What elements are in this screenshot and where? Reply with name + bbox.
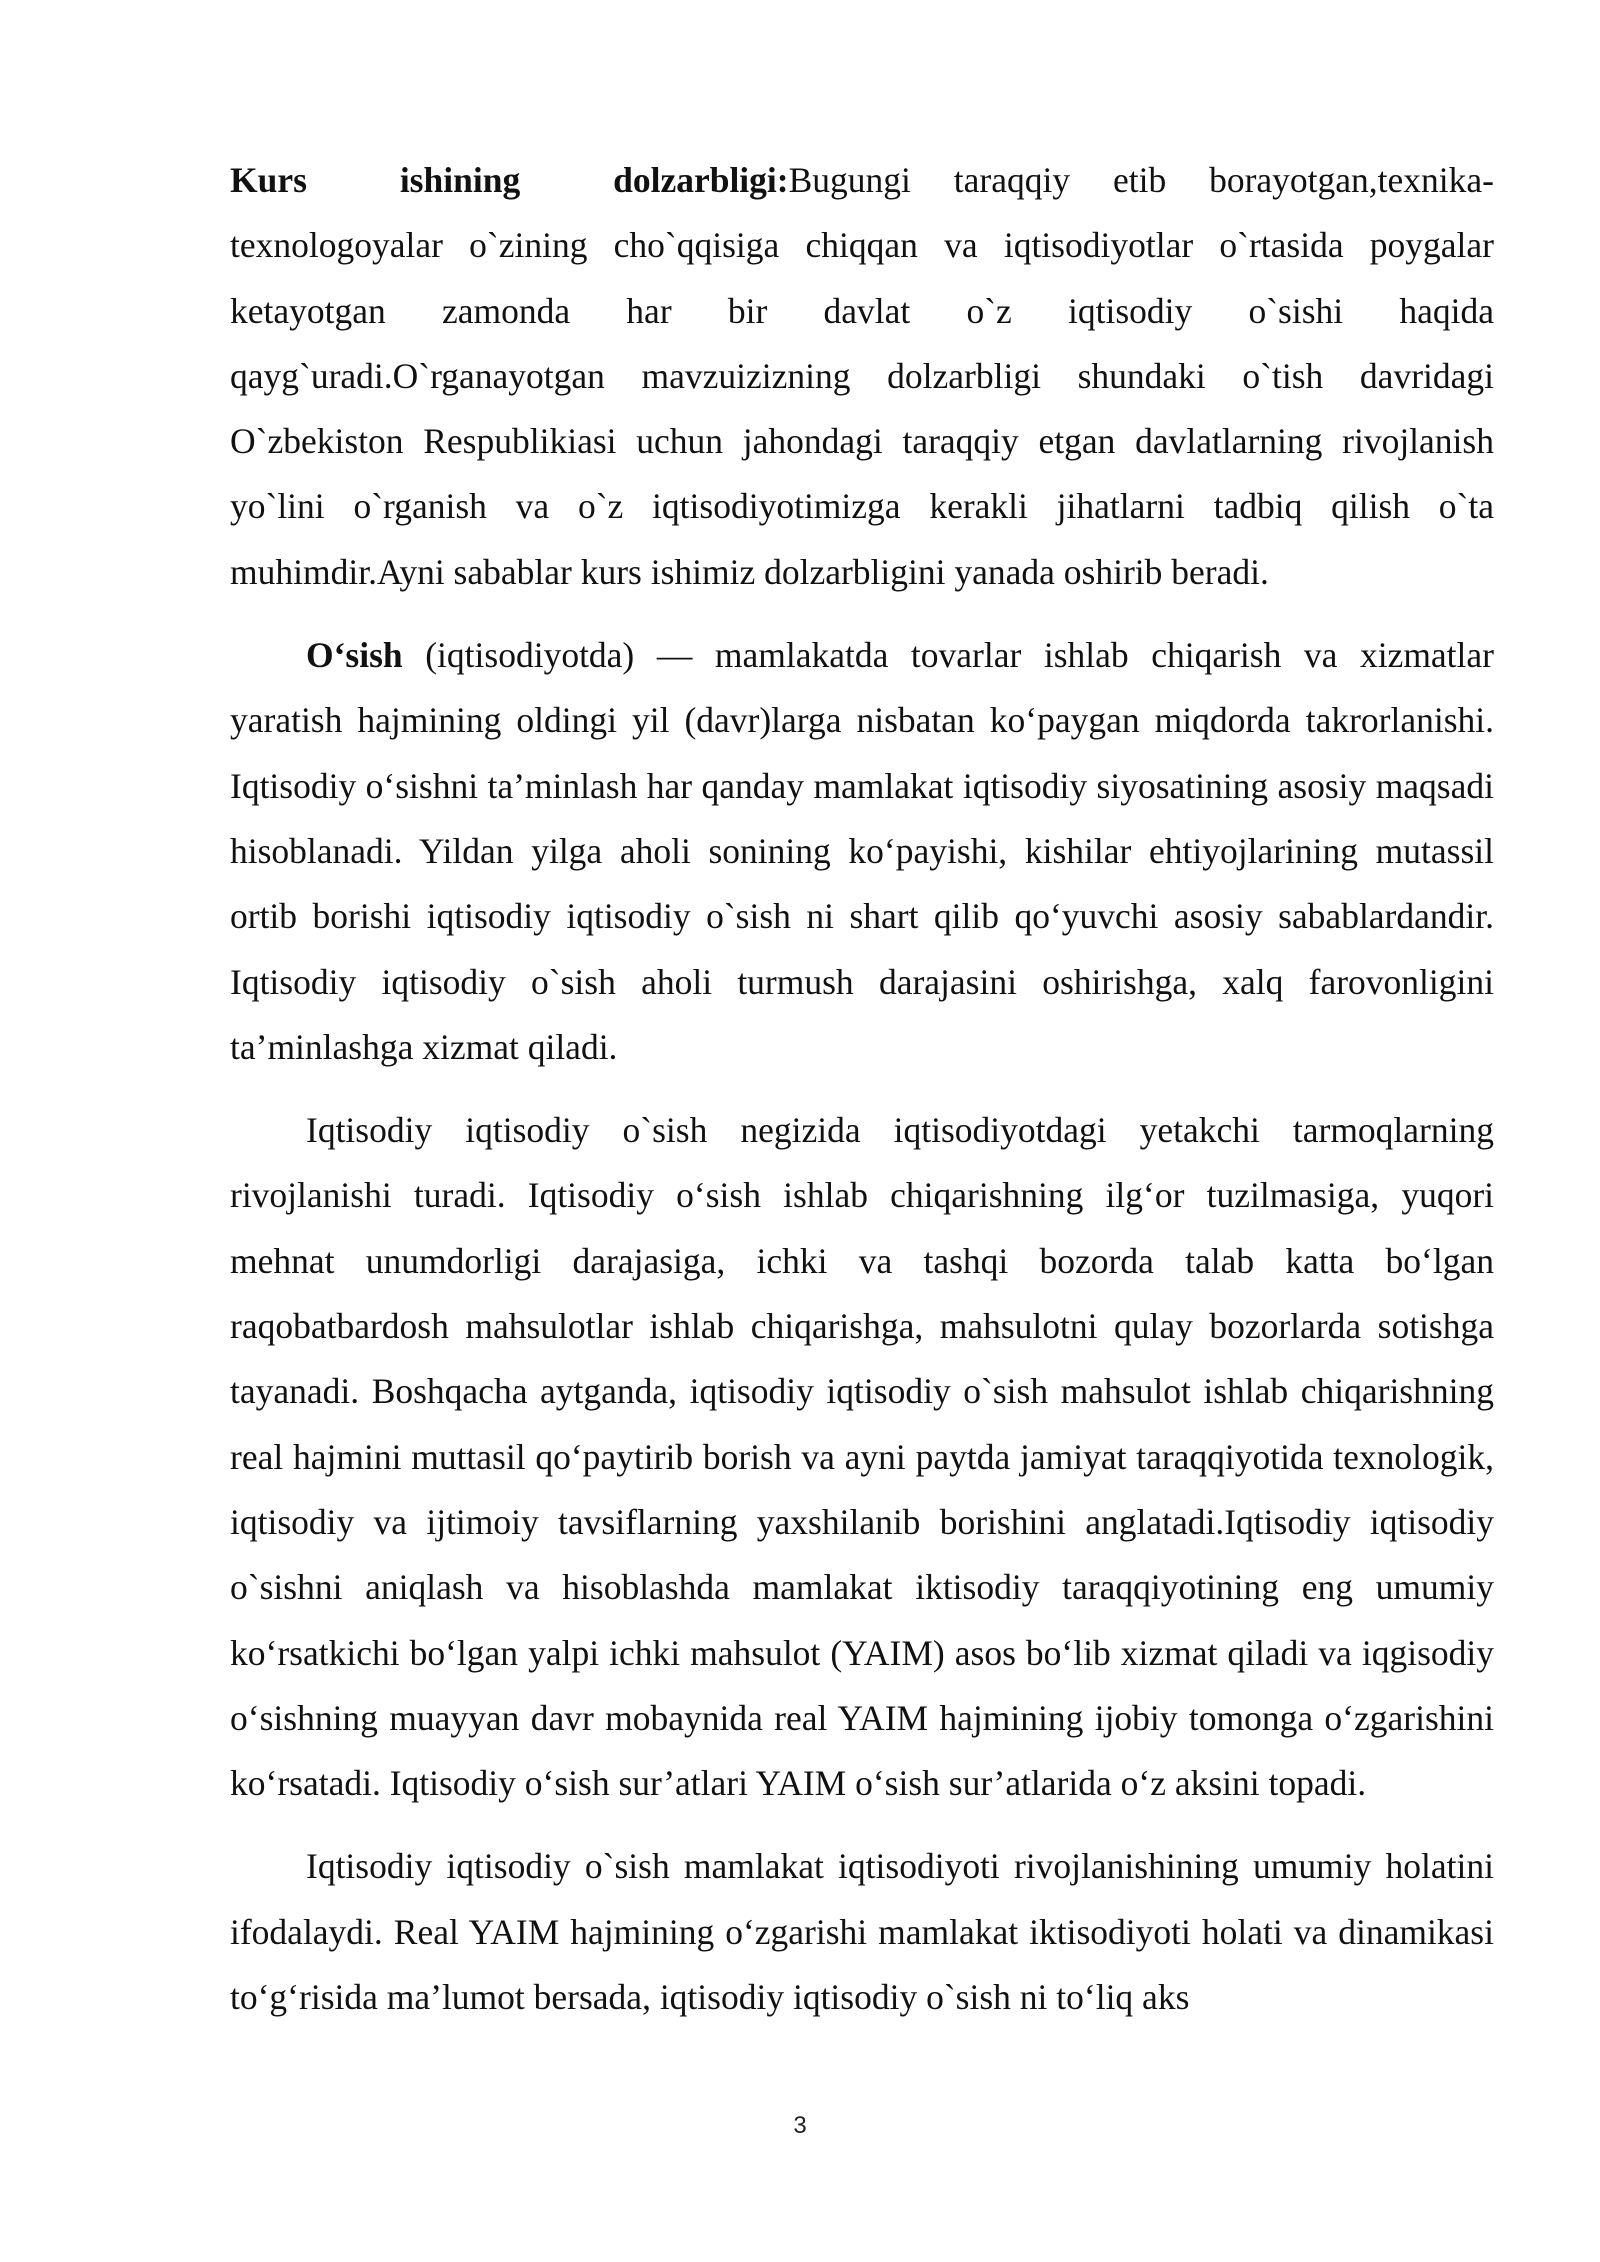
paragraph-lead-bold: Kurs ishining dolzarbligi:: [230, 160, 789, 200]
paragraph-growth-basis: [230, 1098, 1494, 1816]
paragraph-text: Iqtisodiy iqtisodiy o`sish negizida iqtisodiyotdagi yetakchi tarmoqlarning rivojlanishi turadi. Iqtisodiy o‘sish ishlab chiqarishning ilg‘or tuzilmasiga, yuqori mehnat unumdorligi darajasiga, ichki va tashqi bozorda talab katta bo‘lgan raqobatbardosh mahsulotlar ishlab chiqarishga, mahsulotni qulay bozorlarda sotishga tayanadi. Boshqacha aytganda, iqtisodiy iqtisodiy o`sish mahsulot ishlab chiqarishning real hajmini muttasil qo‘paytirib borish va ayni paytda jamiyat taraqqiyotida texnologik, iqtisodiy va ijtimoiy tavsiflarning yaxshilanib borishini anglatadi.Iqtisodiy iqtisodiy o`sishni aniqlash va hisoblashda mamlakat iktisodiy taraqqiyotining eng umumiy ko‘rsatkichi bo‘lgan yalpi ichki mahsulot (YAIM) asos bo‘lib xizmat qiladi va iqgisodiy o‘sishning muayyan davr mobaynida real YAIM hajmining ijobiy tomonga o‘zgarishini ko‘rsatadi. Iqtisodiy o‘sish sur’atlari YAIM o‘sish sur’atlarida o‘z aksini topadi.: [230, 1110, 1494, 1804]
paragraph-growth-definition: [230, 623, 1494, 1080]
paragraph-lead-bold: O‘sish: [306, 635, 403, 676]
paragraph-text: (iqtisodiyotda) — mamlakatda tovarlar ishlab chiqarish va xizmatlar yaratish hajmining oldingi yil (davr)larga nisbatan ko‘paygan miqdorda takrorlanishi. Iqtisodiy o‘sishni ta’minlash har qanday mamlakat iqtisodiy siyosatining asosiy maqsadi hisoblanadi. Yildan yilga aholi sonining ko‘payishi, kishilar ehtiyojlarining mutassil ortib borishi iqtisodiy iqtisodiy o`sish ni shart qilib qo‘yuvchi asosiy sabablardandir. Iqtisodiy iqtisodiy o`sish aholi turmush darajasini oshirishga, xalq farovonligini ta’minlashga xizmat qiladi.: [230, 635, 1494, 1067]
paragraph-text: Bugungi taraqqiy etib borayotgan,texnika-texnologoyalar o`zining cho`qqisiga chiqqan va iqtisodiyotlar o`rtasida poygalar ketayotgan zamonda har bir davlat o`z iqtisodiy o`sishi haqida qayg`uradi.O`rganayotgan mavzuizizning dolzarbligi shundaki o`tish davridagi O`zbekiston Respublikiasi uchun jahondagi taraqqiy etgan davlatlarning rivojlanish yo`lini o`rganish va o`z iqtisodiyotimizga kerakli jihatlarni tadbiq qilish o`ta muhimdir.Ayni sabablar kurs ishimiz dolzarbligini yanada oshirib beradi.: [230, 160, 1494, 592]
paragraph-text: Iqtisodiy iqtisodiy o`sish mamlakat iqtisodiyoti rivojlanishining umumiy holatini ifodalaydi. Real YAIM hajmining o‘zgarishi mamlakat iktisodiyoti holati va dinamikasi to‘g‘risida ma’lumot bersada, iqtisodiy iqtisodiy o`sish ni to‘liq aks: [230, 1846, 1494, 2018]
page-number: 3: [793, 2112, 807, 2139]
paragraph-growth-overall: [230, 1834, 1494, 2030]
body-text: [230, 148, 1494, 2048]
paragraph-relevance: [230, 148, 1494, 605]
